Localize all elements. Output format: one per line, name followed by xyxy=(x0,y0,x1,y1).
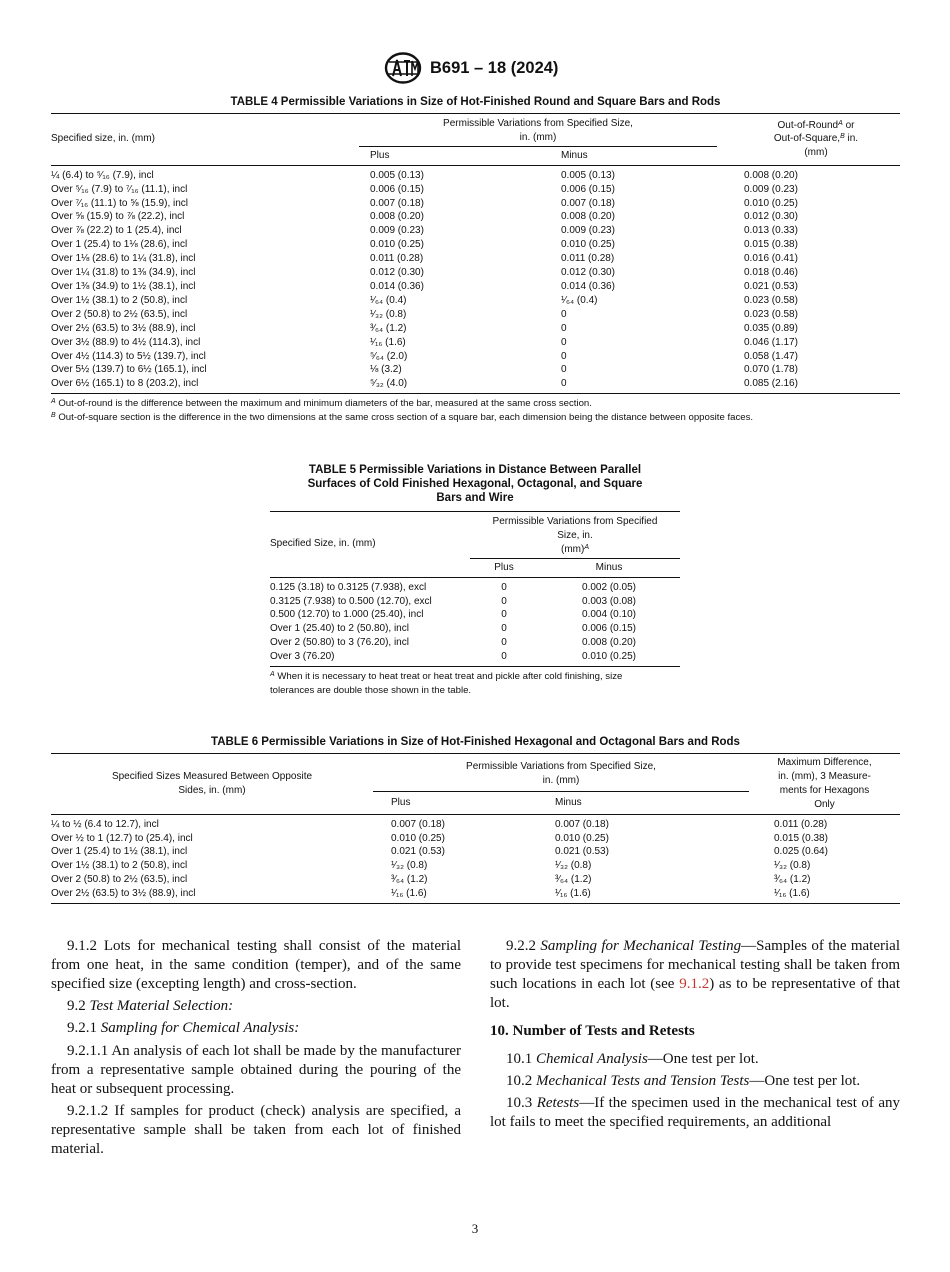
table4-row-cell: 0.046 (1.17) xyxy=(744,336,798,348)
table4-row-cell: 0.023 (0.58) xyxy=(744,294,798,306)
table5-header-size: Specified Size, in. (mm) xyxy=(270,512,470,578)
table6-header-size: Specified Sizes Measured Between Opposite Sides, in. (mm) xyxy=(51,754,373,815)
table6-row-cell: Over 1 (25.4) to 1½ (38.1), incl xyxy=(51,846,188,858)
table4-row-cell: 0.070 (1.78) xyxy=(744,364,798,376)
table4-row-cell: Over 1 (25.4) to 1⅛ (28.6), incl xyxy=(51,239,188,251)
table5-row-cell: 0.004 (0.10) xyxy=(582,609,636,621)
right-column xyxy=(490,937,900,1135)
table4-row xyxy=(51,165,900,182)
table4-row-cell: Over ⅞ (22.2) to 1 (25.4), incl xyxy=(51,225,182,237)
table4-row-cell: 0.010 (0.25) xyxy=(744,197,798,209)
table4-row-cell: 0.007 (0.18) xyxy=(561,197,615,209)
table6-row xyxy=(51,873,900,887)
table4-row-cell: ¹⁄₆₄ (0.4) xyxy=(561,294,598,306)
para-9-2-1: 9.2.1 Sampling for Chemical Analysis: xyxy=(67,1020,300,1037)
table4-row xyxy=(51,183,900,197)
table4-row-cell: Over 1⅜ (34.9) to 1½ (38.1), incl xyxy=(51,280,196,292)
table4-row-cell: 0.011 (0.28) xyxy=(561,253,615,265)
table4-row-cell: 0.015 (0.38) xyxy=(744,239,798,251)
table4-row xyxy=(51,322,900,336)
table5-row-cell: 0.003 (0.08) xyxy=(582,595,636,607)
table6-row-cell: ¹⁄₁₆ (1.6) xyxy=(774,888,810,900)
table4-row xyxy=(51,210,900,224)
table4-row xyxy=(51,336,900,350)
table4-row-cell: 0 xyxy=(561,308,567,320)
page-number: 3 xyxy=(471,1221,479,1236)
table4-row-cell: ⁵⁄₃₂ (4.0) xyxy=(370,378,408,390)
table4-row-cell: 0.058 (1.47) xyxy=(744,350,798,362)
table5-row xyxy=(270,622,680,636)
table4-row-cell: ¼ (6.4) to ⁵⁄₁₆ (7.9), incl xyxy=(51,169,154,181)
table5 xyxy=(270,511,680,667)
para-9-2-1-2: 9.2.1.2 If samples for product (check) analysis are specified, a representative sample shall be taken from each lot of finished material. xyxy=(51,1102,461,1157)
table4-header-oor: Out-of-Round$^A$ or Out-of-Square,$^B$ in. (mm) xyxy=(717,114,900,166)
table5-row-cell: 0 xyxy=(501,623,507,635)
table4-row-cell: 0 xyxy=(561,364,567,376)
table6-header-perm: Permissible Variations from Specified Size, in. (mm) xyxy=(373,754,749,792)
table5-row xyxy=(270,595,680,609)
para-9-2-2: 9.2.2 Sampling for Mechanical Testing—Samples of the material to provide test specimens for mechanical testing shall be taken from such locations in each lot (see 9.1.2) as to be representative of that lot. xyxy=(490,938,901,1011)
table6-row-cell: 0.021 (0.53) xyxy=(555,846,609,858)
table6-row xyxy=(51,845,900,859)
para-10-3: 10.3 Retests—If the specimen used in the mechanical test of any lot fails to meet the specified requirements, an additional xyxy=(490,1095,900,1131)
table5-row-cell: 0.008 (0.20) xyxy=(582,637,636,649)
table5-row-cell: 0 xyxy=(501,651,507,663)
table4-footnote-a: $^A$ Out-of-round is the difference between the maximum and minimum diameters of the bar, measured at the same cross section. xyxy=(51,398,592,409)
table6-header-plus: Plus xyxy=(373,792,543,814)
table5-row-cell: 0 xyxy=(501,637,507,649)
table5-caption: TABLE 5 Permissible Variations in Distance Between Parallel Surfaces of Cold Finished Hexagonal, Octagonal, and Square Bars and Wire xyxy=(307,464,643,504)
table4-row-cell: Over ⁷⁄₁₆ (11.1) to ⅝ (15.9), incl xyxy=(51,197,189,209)
table4-row-cell: Over 5½ (139.7) to 6½ (165.1), incl xyxy=(51,364,207,376)
table6-row-cell: Over 2 (50.8) to 2½ (63.5), incl xyxy=(51,874,188,886)
table6-row-cell: ¹⁄₃₂ (0.8) xyxy=(774,860,811,872)
table4-row-cell: ¹⁄₃₂ (0.8) xyxy=(370,308,407,320)
table6-row-cell: ³⁄₆₄ (1.2) xyxy=(774,874,811,886)
table5-header-minus: Minus xyxy=(538,558,680,577)
table6-row-cell: ¹⁄₁₆ (1.6) xyxy=(391,888,427,900)
table4-row xyxy=(51,377,900,393)
para-9-2-1-1: 9.2.1.1 An analysis of each lot shall be made by the manufacturer from a representative sample obtained during the pouring of the heat or subsequent processing. xyxy=(51,1042,461,1097)
table4-header-plus: Plus xyxy=(359,146,549,165)
document-code: B691 – 18 (2024) xyxy=(430,59,559,77)
table5-row xyxy=(270,608,680,622)
table4-row-cell: Over 1⅛ (28.6) to 1¼ (31.8), incl xyxy=(51,253,196,265)
table4-row-cell: 0.009 (0.23) xyxy=(744,183,798,195)
table6-row-cell: 0.011 (0.28) xyxy=(774,818,828,830)
link-9-1-2[interactable]: 9.1.2 xyxy=(679,975,710,992)
table4-header-minus: Minus xyxy=(549,146,717,165)
table4-row-cell: 0.035 (0.89) xyxy=(744,322,798,334)
table4-row-cell: 0.011 (0.28) xyxy=(370,253,424,265)
table6-row xyxy=(51,814,900,831)
table6-body xyxy=(51,814,900,903)
table4-body xyxy=(51,165,900,394)
table5-body xyxy=(270,577,680,666)
table4-row-cell: 0.006 (0.15) xyxy=(370,183,424,195)
table4-row-cell: ⁵⁄₆₄ (2.0) xyxy=(370,350,408,362)
table4-row-cell: 0.010 (0.25) xyxy=(561,239,615,251)
table6-row-cell: ¹⁄₁₆ (1.6) xyxy=(555,888,591,900)
table4-row-cell: 0.006 (0.15) xyxy=(561,183,615,195)
table6-caption: TABLE 6 Permissible Variations in Size of Hot-Finished Hexagonal and Octagonal Bars and Rods xyxy=(211,736,740,748)
table6-row-cell: Over 2½ (63.5) to 3½ (88.9), incl xyxy=(51,888,196,900)
table6-row-cell: Over ½ to 1 (12.7) to (25.4), incl xyxy=(51,832,193,844)
table5-row-cell: 0.006 (0.15) xyxy=(582,623,636,635)
table5-row-cell: Over 1 (25.40) to 2 (50.80), incl xyxy=(270,623,409,635)
table6-row-cell: Over 1½ (38.1) to 2 (50.8), incl xyxy=(51,860,188,872)
table4-row xyxy=(51,238,900,252)
table4-header-size: Specified size, in. (mm) xyxy=(51,114,359,166)
table6-header-minus: Minus xyxy=(543,792,749,814)
table4-row-cell: 0.085 (2.16) xyxy=(744,378,798,390)
table4-row-cell: 0.005 (0.13) xyxy=(561,169,615,181)
table4-row-cell: 0.009 (0.23) xyxy=(561,225,615,237)
table5-row-cell: Over 2 (50.80) to 3 (76.20), incl xyxy=(270,637,409,649)
table5-row-cell: 0 xyxy=(501,609,507,621)
table4-row xyxy=(51,308,900,322)
para-9-2: 9.2 Test Material Selection: xyxy=(67,998,234,1015)
table4-row-cell: 0.016 (0.41) xyxy=(744,253,798,265)
table6-row-cell: 0.010 (0.25) xyxy=(555,832,609,844)
table6-row-cell: ¼ to ½ (6.4 to 12.7), incl xyxy=(51,818,159,830)
table4-row-cell: Over 1½ (38.1) to 2 (50.8), incl xyxy=(51,294,188,306)
table4-row-cell: 0 xyxy=(561,322,567,334)
page-header xyxy=(0,52,950,86)
para-10-1: 10.1 Chemical Analysis—One test per lot. xyxy=(506,1050,759,1067)
table5-header-perm: Permissible Variations from Specified Size, in. (mm)$^A$ xyxy=(470,512,680,559)
table4-row-cell: 0.018 (0.46) xyxy=(744,267,798,279)
table4-row-cell: Over 2½ (63.5) to 3½ (88.9), incl xyxy=(51,322,196,334)
table4-row-cell: 0.012 (0.30) xyxy=(561,267,615,279)
table5-header-plus: Plus xyxy=(470,558,538,577)
table6 xyxy=(51,753,900,904)
table4-row-cell: Over ⁵⁄₁₆ (7.9) to ⁷⁄₁₆ (11.1), incl xyxy=(51,183,188,195)
table4 xyxy=(51,113,900,394)
table6-row-cell: 0.010 (0.25) xyxy=(391,832,445,844)
table4-row-cell: ¹⁄₁₆ (1.6) xyxy=(370,336,406,348)
table4-row xyxy=(51,252,900,266)
table4-row xyxy=(51,294,900,308)
table6-row-cell: 0.021 (0.53) xyxy=(391,846,445,858)
table6-row xyxy=(51,887,900,903)
table4-row xyxy=(51,363,900,377)
table4-row-cell: 0.014 (0.36) xyxy=(561,280,615,292)
para-9-1-2: 9.1.2 Lots for mechanical testing shall consist of the material from one heat, in the same condition (temper), and of the same specified size (excepting length) and cross-section. xyxy=(51,938,461,992)
table6-row-cell: ³⁄₆₄ (1.2) xyxy=(555,874,592,886)
left-column xyxy=(51,937,461,1162)
table4-row-cell: Over 1¼ (31.8) to 1⅜ (34.9), incl xyxy=(51,267,196,279)
table5-row-cell: 0 xyxy=(501,581,507,593)
table4-row-cell: 0.012 (0.30) xyxy=(370,267,424,279)
table4-row-cell: ¹⁄₆₄ (0.4) xyxy=(370,294,407,306)
table4-row-cell: 0 xyxy=(561,350,567,362)
table5-row-cell: 0.3125 (7.938) to 0.500 (12.70), excl xyxy=(270,595,432,607)
table5-row xyxy=(270,650,680,666)
table4-row-cell: Over 4½ (114.3) to 5½ (139.7), incl xyxy=(51,350,206,362)
section-10-heading: 10. Number of Tests and Retests xyxy=(490,1022,695,1039)
table4-row-cell: 0.008 (0.20) xyxy=(744,169,798,181)
table4-row-cell: 0.010 (0.25) xyxy=(370,239,424,251)
table5-row-cell: 0.002 (0.05) xyxy=(582,581,636,593)
table5-row-cell: Over 3 (76.20) xyxy=(270,651,335,663)
table4-row-cell: Over ⅝ (15.9) to ⅞ (22.2), incl xyxy=(51,211,185,223)
table4-row-cell: 0.008 (0.20) xyxy=(561,211,615,223)
table6-row-cell: 0.007 (0.18) xyxy=(555,818,609,830)
astm-logo-icon xyxy=(383,52,423,84)
table4-row-cell: 0.005 (0.13) xyxy=(370,169,424,181)
table4-row-cell: ⅛ (3.2) xyxy=(370,364,402,376)
table6-header-max: Maximum Difference, in. (mm), 3 Measure- ments for Hexagons Only xyxy=(749,754,900,815)
table4-header-perm: Permissible Variations from Specified Size, in. (mm) xyxy=(359,114,717,147)
table5-row xyxy=(270,636,680,650)
table4-row-cell: 0.023 (0.58) xyxy=(744,308,798,320)
table5-row-cell: 0.125 (3.18) to 0.3125 (7.938), excl xyxy=(270,581,427,593)
table5-row xyxy=(270,577,680,594)
table4-row-cell: 0.008 (0.20) xyxy=(370,211,424,223)
table4-row-cell: 0 xyxy=(561,378,567,390)
table6-row-cell: ³⁄₆₄ (1.2) xyxy=(391,874,428,886)
table5-row-cell: 0.010 (0.25) xyxy=(582,651,636,663)
table6-row xyxy=(51,832,900,846)
table4-caption: TABLE 4 Permissible Variations in Size of Hot-Finished Round and Square Bars and Rods xyxy=(230,96,721,108)
table4-footnote-b: $^B$ Out-of-square section is the difference in the two dimensions at the same cross section of a square bar, each dimension being the distance between opposite faces. xyxy=(51,412,754,423)
table4-row-cell: 0.007 (0.18) xyxy=(370,197,424,209)
table4-row-cell: 0.012 (0.30) xyxy=(744,211,798,223)
table5-row-cell: 0.500 (12.70) to 1.000 (25.40), incl xyxy=(270,609,424,621)
table4-row xyxy=(51,280,900,294)
table4-row-cell: Over 6½ (165.1) to 8 (203.2), incl xyxy=(51,378,199,390)
table4-row-cell: Over 3½ (88.9) to 4½ (114.3), incl xyxy=(51,336,201,348)
table6-row-cell: ¹⁄₃₂ (0.8) xyxy=(555,860,592,872)
table6-row-cell: ¹⁄₃₂ (0.8) xyxy=(391,860,428,872)
table4-row xyxy=(51,350,900,364)
table6-row xyxy=(51,859,900,873)
para-10-2: 10.2 Mechanical Tests and Tension Tests—One test per lot. xyxy=(506,1072,861,1089)
table4-row xyxy=(51,266,900,280)
table4-row-cell: 0.021 (0.53) xyxy=(744,280,798,292)
table6-row-cell: 0.025 (0.64) xyxy=(774,846,828,858)
table4-row-cell: 0.014 (0.36) xyxy=(370,280,424,292)
table6-row-cell: 0.015 (0.38) xyxy=(774,832,828,844)
table4-row-cell: Over 2 (50.8) to 2½ (63.5), incl xyxy=(51,308,188,320)
table6-row-cell: 0.007 (0.18) xyxy=(391,818,445,830)
table5-footnote-a: $^A$ When it is necessary to heat treat or heat treat and pickle after cold finishing, size tolerances are double those shown in the table. xyxy=(270,671,623,696)
table4-row-cell: ³⁄₆₄ (1.2) xyxy=(370,322,407,334)
table4-row-cell: 0.013 (0.33) xyxy=(744,225,798,237)
table4-row xyxy=(51,197,900,211)
table4-row-cell: 0.009 (0.23) xyxy=(370,225,424,237)
table5-row-cell: 0 xyxy=(501,595,507,607)
table4-row-cell: 0 xyxy=(561,336,567,348)
table4-row xyxy=(51,224,900,238)
